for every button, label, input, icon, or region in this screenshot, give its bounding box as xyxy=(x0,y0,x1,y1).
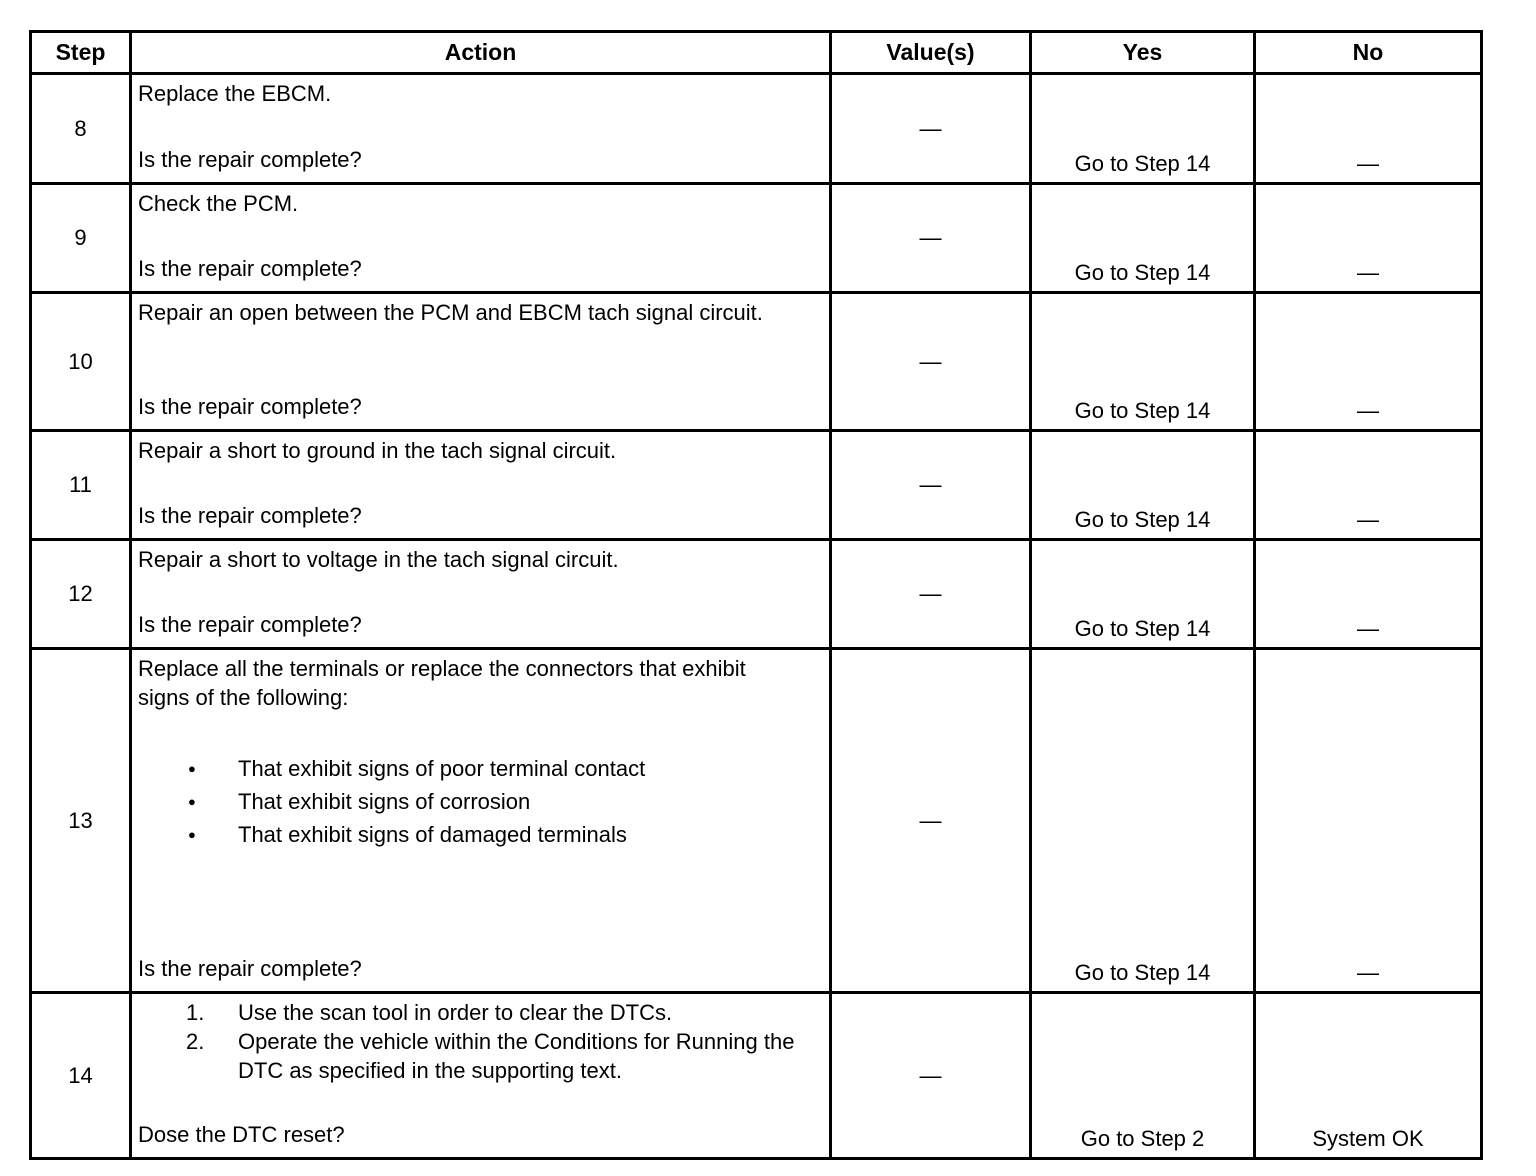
table-row xyxy=(31,74,1482,184)
action-instruction: Repair a short to voltage in the tach signal circuit. xyxy=(138,547,619,572)
yes-result: Go to Step 14 xyxy=(1074,507,1211,532)
table-row xyxy=(31,293,1482,431)
header-values: Value(s) xyxy=(831,32,1031,74)
action-question: Is the repair complete? xyxy=(138,147,362,172)
action-question: Is the repair complete? xyxy=(138,503,362,528)
step-number: 8 xyxy=(31,74,131,184)
action-instruction: Repair an open between the PCM and EBCM tach signal circuit. xyxy=(138,300,763,325)
list-item: ● That exhibit signs of damaged terminals xyxy=(138,818,823,851)
no-result: — xyxy=(1357,151,1379,176)
list-number: 1. xyxy=(186,1000,205,1025)
numbered-list xyxy=(138,998,823,1085)
step-number: 12 xyxy=(31,540,131,649)
no-cell xyxy=(1255,74,1482,184)
yes-result: Go to Step 14 xyxy=(1074,960,1211,985)
action-cell xyxy=(131,993,831,1159)
action-instruction: Check the PCM. xyxy=(138,191,299,216)
yes-result: Go to Step 14 xyxy=(1074,151,1211,176)
no-result: — xyxy=(1357,507,1379,532)
list-text: Operate the vehicle within the Conditions for Running the DTC as specified in the supporting text. xyxy=(238,1029,795,1083)
no-result: System OK xyxy=(1312,1126,1424,1151)
yes-cell xyxy=(1031,74,1255,184)
yes-cell xyxy=(1031,293,1255,431)
yes-result: Go to Step 14 xyxy=(1074,616,1211,641)
table-row xyxy=(31,540,1482,649)
no-cell xyxy=(1255,293,1482,431)
step-number: 10 xyxy=(31,293,131,431)
table-row xyxy=(31,184,1482,293)
bullet-list xyxy=(138,752,823,851)
step-number: 9 xyxy=(31,184,131,293)
header-yes: Yes xyxy=(1031,32,1255,74)
action-question: Is the repair complete? xyxy=(138,612,362,637)
no-cell xyxy=(1255,993,1482,1159)
value-cell: — xyxy=(831,540,1031,649)
yes-result: Go to Step 14 xyxy=(1074,260,1211,285)
list-item xyxy=(138,998,823,1027)
no-result: — xyxy=(1357,398,1379,423)
list-item: ● That exhibit signs of corrosion xyxy=(138,785,823,818)
no-cell xyxy=(1255,184,1482,293)
yes-cell xyxy=(1031,431,1255,540)
value-cell: — xyxy=(831,431,1031,540)
header-no: No xyxy=(1255,32,1482,74)
value-cell: — xyxy=(831,993,1031,1159)
action-cell xyxy=(131,184,831,293)
no-result: — xyxy=(1357,260,1379,285)
table-row xyxy=(31,431,1482,540)
no-cell xyxy=(1255,649,1482,993)
diagnostic-table xyxy=(29,30,1483,1160)
action-question: Is the repair complete? xyxy=(138,256,362,281)
action-cell xyxy=(131,540,831,649)
step-number: 13 xyxy=(31,649,131,993)
action-question: Is the repair complete? xyxy=(138,956,362,981)
yes-cell xyxy=(1031,993,1255,1159)
value-cell: — xyxy=(831,293,1031,431)
action-question: Dose the DTC reset? xyxy=(138,1122,345,1147)
action-instruction: Replace the EBCM. xyxy=(138,81,332,106)
yes-cell xyxy=(1031,649,1255,993)
action-cell xyxy=(131,293,831,431)
table-row xyxy=(31,993,1482,1159)
action-cell xyxy=(131,74,831,184)
no-cell xyxy=(1255,431,1482,540)
list-item xyxy=(138,1027,823,1085)
no-cell xyxy=(1255,540,1482,649)
yes-cell xyxy=(1031,540,1255,649)
step-number: 14 xyxy=(31,993,131,1159)
action-cell xyxy=(131,431,831,540)
list-item: ● That exhibit signs of poor terminal contact xyxy=(138,752,823,785)
action-instruction: Replace all the terminals or replace the connectors that exhibit signs of the following: xyxy=(138,656,746,710)
header-step: Step xyxy=(31,32,131,74)
value-cell: — xyxy=(831,649,1031,993)
list-number: 2. xyxy=(186,1029,205,1054)
header-row xyxy=(31,32,1482,74)
step-number: 11 xyxy=(31,431,131,540)
yes-result: Go to Step 2 xyxy=(1080,1126,1205,1151)
action-cell xyxy=(131,649,831,993)
value-cell: — xyxy=(831,184,1031,293)
yes-result: Go to Step 14 xyxy=(1074,398,1211,423)
header-action: Action xyxy=(131,32,831,74)
no-result: — xyxy=(1357,616,1379,641)
value-cell: — xyxy=(831,74,1031,184)
action-instruction: Repair a short to ground in the tach signal circuit. xyxy=(138,438,617,463)
table-row xyxy=(31,649,1482,993)
list-text: Use the scan tool in order to clear the DTCs. xyxy=(238,1000,673,1025)
yes-cell xyxy=(1031,184,1255,293)
no-result: — xyxy=(1357,960,1379,985)
action-question: Is the repair complete? xyxy=(138,394,362,419)
